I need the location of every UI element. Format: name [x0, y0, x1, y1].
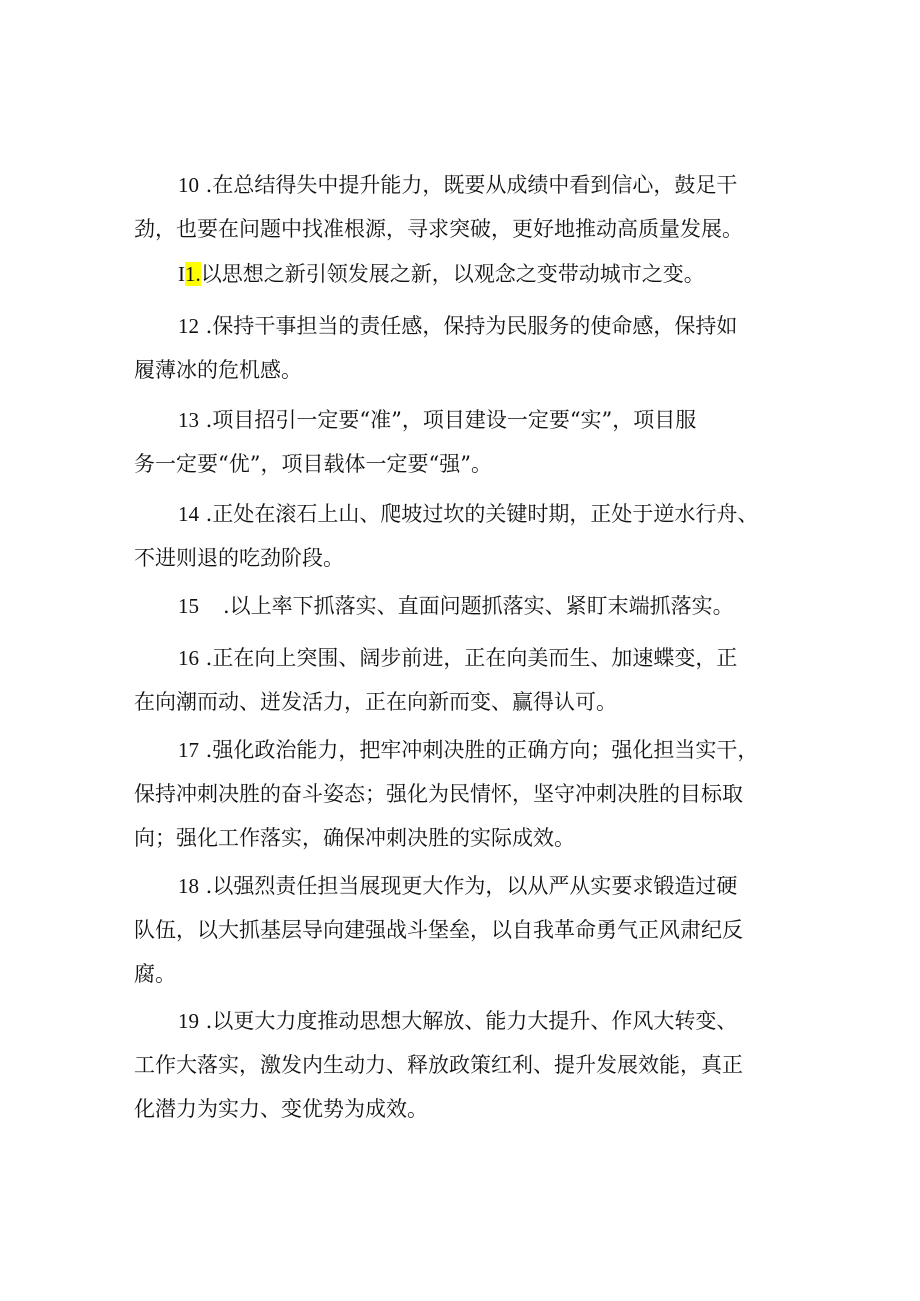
line-text: .正处在滚石上山、爬坡过坎的关键时期，正处于逆水行舟、 [199, 502, 759, 526]
paragraph-10 [134, 163, 794, 251]
item-number: 12 [178, 314, 199, 338]
paragraph-line: 化潜力为实力、变优势为成效。 [134, 1097, 428, 1121]
line-text: .以强烈责任担当展现更大作为，以从严从实要求锻造过硬 [199, 874, 738, 898]
line-text: .在总结得失中提升能力，既要从成绩中看到信心，鼓足干 [199, 173, 738, 197]
paragraph-line [134, 864, 794, 908]
line-text: .以上率下抓落实、直面问题抓落实、紧盯末端抓落实。 [223, 594, 734, 618]
paragraph-line [134, 492, 794, 536]
paragraph-line: 履薄冰的危机感。 [134, 358, 302, 382]
paragraph-line: 劲，也要在问题中找准根源，寻求突破，更好地推动高质量发展。 [134, 217, 743, 241]
paragraph-18 [134, 864, 794, 996]
paragraph-line [134, 728, 794, 772]
paragraph-16 [134, 636, 794, 724]
paragraph-line: 队伍，以大抓基层导向建强战斗堡垒，以自我革命勇气正风肃纪反 [134, 918, 743, 942]
item-number: 17 [178, 738, 199, 762]
item-number-prefix: I [178, 262, 185, 286]
paragraph-line [134, 398, 794, 442]
paragraph-line: 不进则退的吃劲阶段。 [134, 546, 344, 570]
paragraph-13 [134, 398, 794, 486]
line-text: .保持干事担当的责任感，保持为民服务的使命感，保持如 [199, 314, 738, 338]
line-text: .项目招引一定要“准”，项目建设一定要“实”，项目服 [199, 408, 697, 432]
paragraph-line [134, 304, 794, 348]
paragraph-line [134, 636, 794, 680]
paragraph-line: 腐。 [134, 962, 176, 986]
item-number: 15 [178, 594, 199, 618]
item-number: 10 [178, 173, 199, 197]
paragraph-line: 保持冲刺决胜的奋斗姿态；强化为民情怀，坚守冲刺决胜的目标取 [134, 782, 743, 806]
paragraph-line: 在向潮而动、迸发活力，正在向新而变、赢得认可。 [134, 690, 617, 714]
paragraph-line [134, 252, 794, 296]
paragraph-19 [134, 999, 794, 1131]
line-text: .以更大力度推动思想大解放、能力大提升、作风大转变、 [199, 1009, 738, 1033]
line-text: .强化政治能力，把牢冲刺决胜的正确方向；强化担当实干， [199, 738, 759, 762]
paragraph-line: 务一定要“优”，项目载体一定要“强”。 [134, 452, 492, 476]
line-text: 以思想之新引领发展之新，以观念之变带动城市之变。 [200, 262, 705, 286]
item-number: 14 [178, 502, 199, 526]
item-number: 18 [178, 874, 199, 898]
item-number: 13 [178, 408, 199, 432]
item-number: 19 [178, 1009, 199, 1033]
line-text: .正在向上突围、阔步前进，正在向美而生、加速蝶变，正 [199, 646, 738, 670]
paragraph-line [134, 584, 794, 628]
paragraph-17 [134, 728, 794, 860]
paragraph-line: 向；强化工作落实，确保冲刺决胜的实际成效。 [134, 826, 575, 850]
paragraph-14 [134, 492, 794, 580]
item-number: 16 [178, 646, 199, 670]
paragraph-12 [134, 304, 794, 392]
item-number-highlight: 1. [185, 262, 201, 286]
paragraph-line: 工作大落实，激发内生动力、释放政策红利、提升发展效能，真正 [134, 1053, 743, 1077]
paragraph-line [134, 999, 794, 1043]
paragraph-15 [134, 584, 794, 628]
paragraph-line [134, 163, 794, 207]
paragraph-11 [134, 252, 794, 296]
